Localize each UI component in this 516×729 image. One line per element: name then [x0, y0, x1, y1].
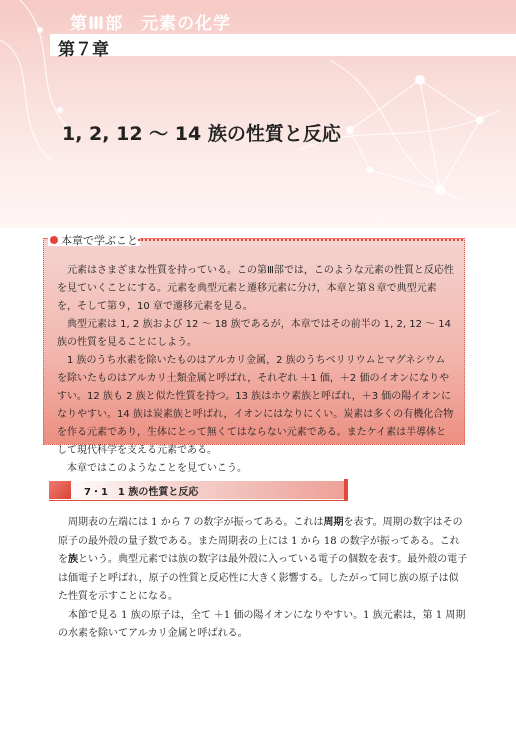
chapter-header: [0, 0, 516, 228]
bullet-dot-icon: [50, 236, 58, 244]
dotted-rule: [138, 239, 463, 241]
section-heading-underline: [49, 500, 348, 501]
chapter-title: 1, 2, 12 〜 14 族の性質と反応: [62, 123, 341, 145]
learning-paragraph: 典型元素は 1, 2 族および 12 〜 18 族であるが，本章ではその前半の 1, 2, 12 〜 14 族の性質を見ることにしよう。: [57, 319, 452, 348]
text-run: という。典型元素では族の数字は最外殻に入っている電子の個数を表す。最外殻の電子は価電子と呼ばれ，原子の性質と反応性に大きく影響する。したがって同じ族の原子は似た性質を示すことになる。: [58, 554, 468, 602]
section-title: 7・1 1 族の性質と反応: [84, 487, 199, 498]
text-run: を表す。周期の数字はその原子の最外殻の量子数である。また周期表の上には 1 から 18 の数字が振ってある。これを: [58, 517, 463, 565]
learning-paragraph: 本章ではこのようなことを見ていこう。: [67, 463, 247, 474]
chapter-number: 第７章: [58, 40, 109, 60]
body-paragraph: [58, 514, 468, 607]
section-heading-end-mark: [344, 479, 348, 501]
text-run: 周期表の左端には 1 から 7 の数字が振ってある。これは: [68, 517, 324, 528]
learning-paragraph: 1 族のうち水素を除いたものはアルカリ金属，2 族のうちベリリウムとマグネシウムを除いたものはアルカリ土類金属と呼ばれ，それぞれ ＋1 価，＋2 価のイオンになりやすい。12 族も 2 族と似た性質を持つ。13 族はホウ素族と呼ばれ，＋3 価の陽イオンになりやすい。14 族は炭素族と呼ばれ，イオンにはなりにくい。炭素は多くの有機化合物を作る元素であり，生体にとって無くてはならない元素である。またケイ素は半導体として現代科学を支える元素である。: [57, 355, 454, 456]
part-label: 第Ⅲ部 元素の化学: [70, 14, 232, 34]
chapter-bar: [50, 34, 516, 56]
term-period: 周期: [323, 517, 344, 528]
section-marker-icon: [49, 481, 71, 499]
learning-paragraph: 元素はさまざまな性質を持っている。この第Ⅲ部では，このような元素の性質と反応性を見ていくことにする。元素を典型元素と遷移元素に分け，本章と第８章で典型元素を，そして第９，10 章で遷移元素を見る。: [57, 265, 454, 312]
learning-goals-heading: 本章で学ぶこと: [61, 234, 138, 247]
learning-goals-text: [57, 262, 455, 478]
term-group: 族: [68, 554, 78, 565]
body-paragraph: 本節で見る 1 族の原子は，全て ＋1 価の陽イオンになりやすい。1 族元素は，第 1 周期の水素を除いてアルカリ金属と呼ばれる。: [58, 609, 466, 639]
body-text: [58, 514, 468, 644]
